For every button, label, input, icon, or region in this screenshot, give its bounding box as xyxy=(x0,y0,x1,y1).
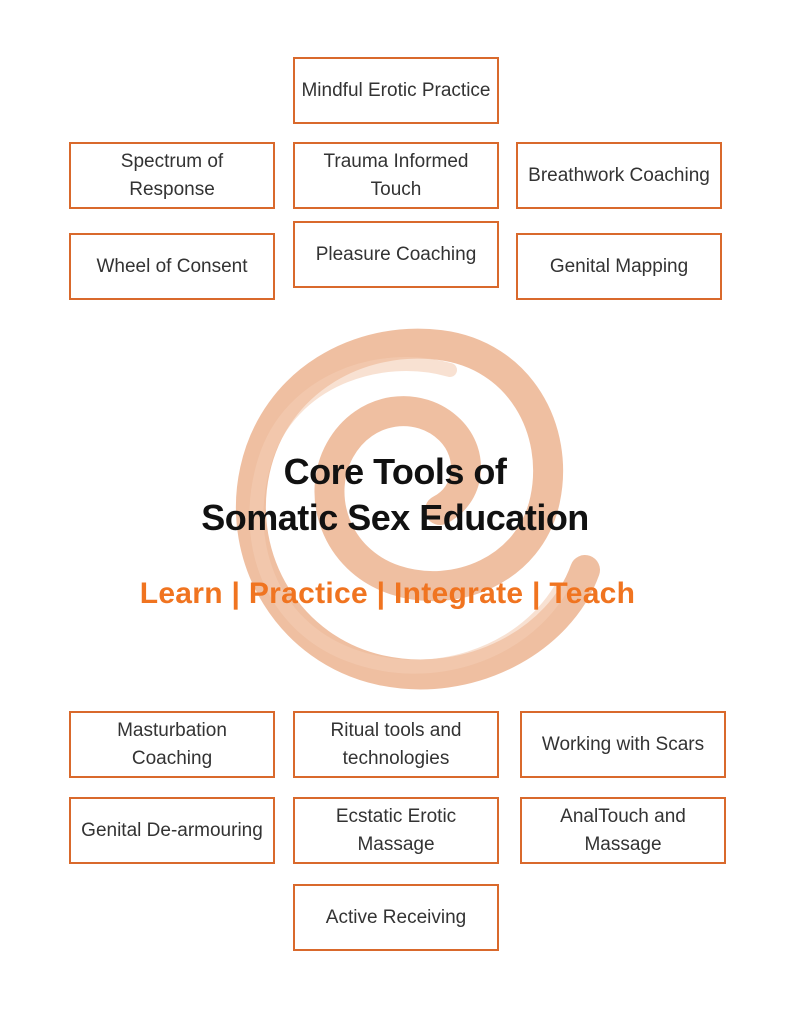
tool-box: Genital Mapping xyxy=(516,233,722,300)
tool-box: Working with Scars xyxy=(520,711,726,778)
tool-box: Spectrum of Response xyxy=(69,142,275,209)
diagram-title-line-1: Core Tools of xyxy=(283,451,507,492)
tool-box: Genital De-armouring xyxy=(69,797,275,864)
tool-box: Pleasure Coaching xyxy=(293,221,499,288)
tool-box: Ecstatic Erotic Massage xyxy=(293,797,499,864)
tool-box: AnalTouch and Massage xyxy=(520,797,726,864)
tool-box: Active Receiving xyxy=(293,884,499,951)
tool-box: Masturbation Coaching xyxy=(69,711,275,778)
diagram-subtitle: Learn | Practice | Integrate | Teach xyxy=(139,577,636,610)
tool-box: Breathwork Coaching xyxy=(516,142,722,209)
tool-box: Ritual tools and technologies xyxy=(293,711,499,778)
tool-box: Trauma Informed Touch xyxy=(293,142,499,209)
tool-box: Mindful Erotic Practice xyxy=(293,57,499,124)
tool-box: Wheel of Consent xyxy=(69,233,275,300)
diagram-title-line-2: Somatic Sex Education xyxy=(201,497,589,538)
